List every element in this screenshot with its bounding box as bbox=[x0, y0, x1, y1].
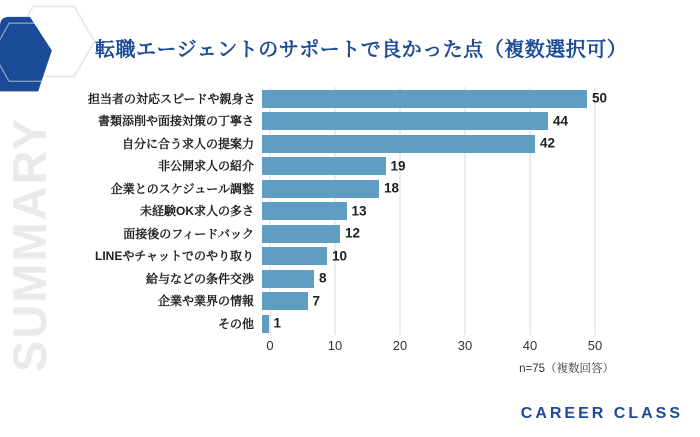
category-label: 企業や業界の情報 bbox=[157, 294, 254, 309]
bar bbox=[262, 202, 347, 220]
bar-track bbox=[262, 155, 587, 178]
category-label: 未経験OK求人の多さ bbox=[139, 204, 254, 219]
bar-value-label: 7 bbox=[312, 293, 321, 309]
bar-value-label: 44 bbox=[553, 113, 569, 129]
summary-watermark: SUMMARY bbox=[3, 116, 56, 372]
bar bbox=[262, 112, 548, 130]
bar-track bbox=[262, 290, 587, 313]
bar-chart bbox=[88, 87, 673, 387]
x-tick-label: 10 bbox=[327, 338, 343, 353]
bar-row bbox=[88, 222, 673, 245]
bar bbox=[262, 292, 308, 310]
category-label: 担当者の対応スピードや親身さ bbox=[88, 91, 256, 106]
bar-track bbox=[262, 177, 587, 200]
x-tick-label: 30 bbox=[457, 338, 473, 353]
bar bbox=[262, 157, 386, 175]
bar bbox=[262, 135, 535, 153]
bar-row bbox=[88, 132, 673, 155]
bar bbox=[262, 225, 340, 243]
bar bbox=[262, 315, 269, 333]
bar-row bbox=[88, 245, 673, 268]
bar-track bbox=[262, 245, 587, 268]
bar-row bbox=[88, 87, 673, 110]
category-label: 給与などの条件交渉 bbox=[145, 271, 254, 286]
brand-wordmark: CAREER CLASS bbox=[520, 405, 683, 422]
category-label: 面接後のフィードバック bbox=[123, 226, 254, 241]
sample-size-note: n=75（複数回答） bbox=[519, 363, 614, 375]
x-axis bbox=[266, 338, 603, 354]
bar-track bbox=[262, 132, 587, 155]
bar-value-label: 42 bbox=[540, 135, 556, 151]
bar-row bbox=[88, 290, 673, 313]
bar-row bbox=[88, 312, 673, 335]
bar-value-label: 18 bbox=[384, 180, 400, 196]
category-label: 書類添削や面接対策の丁寧さ bbox=[97, 114, 254, 129]
bar-track bbox=[262, 267, 587, 290]
category-label: その他 bbox=[217, 316, 254, 331]
category-label: 企業とのスケジュール調整 bbox=[110, 181, 254, 196]
bar-row bbox=[88, 177, 673, 200]
x-tick-label: 0 bbox=[266, 338, 274, 353]
bar-value-label: 19 bbox=[390, 158, 406, 174]
brand-logo bbox=[0, 4, 100, 106]
bar bbox=[262, 90, 587, 108]
x-tick-label: 40 bbox=[522, 338, 538, 353]
category-label: 非公開求人の紹介 bbox=[157, 159, 254, 174]
bar bbox=[262, 270, 314, 288]
bar-track bbox=[262, 222, 587, 245]
bar bbox=[262, 180, 379, 198]
bar-value-label: 12 bbox=[345, 225, 361, 241]
bar-track bbox=[262, 200, 587, 223]
bar-value-label: 10 bbox=[332, 248, 348, 264]
bar-row bbox=[88, 155, 673, 178]
bar bbox=[262, 247, 327, 265]
category-label: 自分に合う求人の提案力 bbox=[121, 136, 254, 151]
category-label: LINEやチャットでのやり取り bbox=[95, 249, 254, 264]
bar-value-label: 8 bbox=[319, 270, 327, 286]
bar-row bbox=[88, 200, 673, 223]
bar-row bbox=[88, 267, 673, 290]
bar-track bbox=[262, 87, 608, 110]
chart-rows bbox=[88, 87, 673, 335]
x-tick-label: 20 bbox=[392, 338, 408, 353]
bar-value-label: 13 bbox=[351, 203, 367, 219]
page-title: 転職エージェントのサポートで良かった点（複数選択可） bbox=[95, 39, 628, 61]
bar-value-label: 1 bbox=[273, 315, 282, 331]
hexagon-logo-icon bbox=[0, 4, 100, 106]
bar-track bbox=[262, 312, 587, 335]
bar-value-label: 50 bbox=[592, 90, 608, 106]
bar-track bbox=[262, 110, 587, 133]
x-tick-label: 50 bbox=[587, 338, 603, 353]
bar-row bbox=[88, 110, 673, 133]
